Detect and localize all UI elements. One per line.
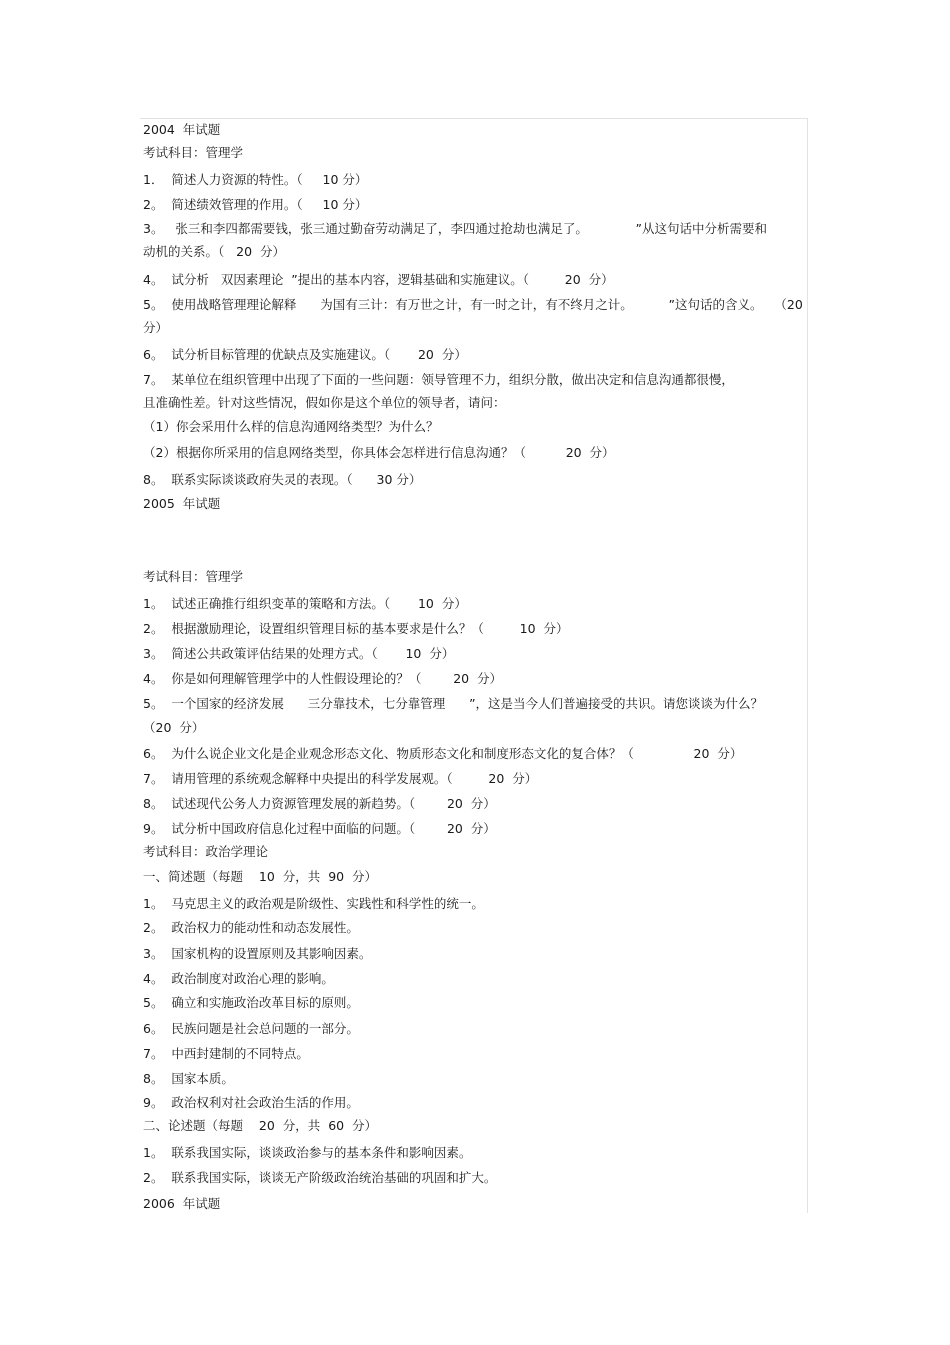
question-line: 1． 简述人力资源的特性。（ 10 分） (143, 172, 368, 187)
question-line: 2。 政治权力的能动性和动态发展性。 (143, 920, 359, 935)
question-continuation: （20 分） (143, 720, 205, 735)
question-line: 1。 联系我国实际，谈谈政治参与的基本条件和影响因素。 (143, 1145, 472, 1160)
sub-question-line: （1）你会采用什么样的信息沟通网络类型？为什么？ (143, 419, 439, 434)
question-line: 7。 中西封建制的不同特点。 (143, 1046, 309, 1061)
question-line: 1。 试述正确推行组织变革的策略和方法。（ 10 分） (143, 596, 467, 611)
question-line: 6。 为什么说企业文化是企业观念形态文化、物质形态文化和制度形态文化的复合体？（ 20 分） (143, 746, 743, 761)
question-line: 7。 请用管理的系统观念解释中央提出的科学发展观。（ 20 分） (143, 771, 538, 786)
question-line: 8。 联系实际谈谈政府失灵的表现。（ 30 分） (143, 472, 422, 487)
exam-subject-heading: 考试科目：政治学理论 (143, 844, 269, 859)
question-line: 6。 试分析目标管理的优缺点及实施建议。（ 20 分） (143, 347, 467, 362)
question-line: 3。 简述公共政策评估结果的处理方式。（ 10 分） (143, 646, 455, 661)
question-continuation: 且准确性差。针对这些情况，假如你是这个单位的领导者，请问： (143, 395, 506, 410)
question-line: 8。 试述现代公务人力资源管理发展的新趋势。（ 20 分） (143, 796, 496, 811)
question-continuation: 分） (143, 320, 169, 335)
exam-subject-heading: 考试科目：管理学 (143, 569, 244, 584)
question-line: 2。 根据激励理论，设置组织管理目标的基本要求是什么？（ 10 分） (143, 621, 569, 636)
question-line: 9。 试分析中国政府信息化过程中面临的问题。（ 20 分） (143, 821, 496, 836)
question-continuation: 动机的关系。（ 20 分） (143, 244, 286, 259)
section-heading: 二、论述题（每题 20 分，共 60 分） (143, 1118, 378, 1133)
question-line: 4。 试分析 双因素理论 ”提出的基本内容，逻辑基础和实施建议。（ 20 分） (143, 272, 614, 287)
question-line: 5。 使用战略管理理论解释 为国有三计：有万世之计，有一时之计，有不终月之计。 ”这句话的含义。 （20 (143, 297, 803, 312)
question-line: 1。 马克思主义的政治观是阶级性、实践性和科学性的统一。 (143, 896, 484, 911)
year-heading-2005: 2005 年试题 (143, 496, 221, 511)
question-line: 7。 某单位在组织管理中出现了下面的一些问题：领导管理不力，组织分散，做出决定和信息沟通都很慢， (143, 372, 734, 387)
year-heading-2006: 2006 年试题 (143, 1196, 221, 1211)
question-line: 6。 民族问题是社会总问题的一部分。 (143, 1021, 359, 1036)
sub-question-line: （2）根据你所采用的信息网络类型，你具体会怎样进行信息沟通？（ 20 分） (143, 445, 615, 460)
question-line: 3。 国家机构的设置原则及其影响因素。 (143, 946, 372, 961)
question-line: 3。 张三和李四都需要钱，张三通过勤奋劳动满足了，李四通过抢劫也满足了。 ”从这句话中分析需要和 (143, 221, 768, 236)
question-line: 2。 简述绩效管理的作用。（ 10 分） (143, 197, 368, 212)
question-line: 8。 国家本质。 (143, 1071, 234, 1086)
year-heading-2004: 2004 年试题 (143, 122, 221, 137)
question-line: 4。 政治制度对政治心理的影响。 (143, 971, 334, 986)
question-line: 5。 一个国家的经济发展 三分靠技术，七分靠管理 ”，这是当今人们普遍接受的共识。请您谈谈为什么？ (143, 696, 764, 711)
question-line: 5。 确立和实施政治改革目标的原则。 (143, 995, 359, 1010)
question-line: 4。 你是如何理解管理学中的人性假设理论的？（ 20 分） (143, 671, 503, 686)
question-line: 2。 联系我国实际，谈谈无产阶级政治统治基础的巩固和扩大。 (143, 1170, 497, 1185)
question-line: 9。 政治权利对社会政治生活的作用。 (143, 1095, 359, 1110)
section-heading: 一、简述题（每题 10 分，共 90 分） (143, 869, 378, 884)
exam-subject-heading: 考试科目：管理学 (143, 145, 244, 160)
